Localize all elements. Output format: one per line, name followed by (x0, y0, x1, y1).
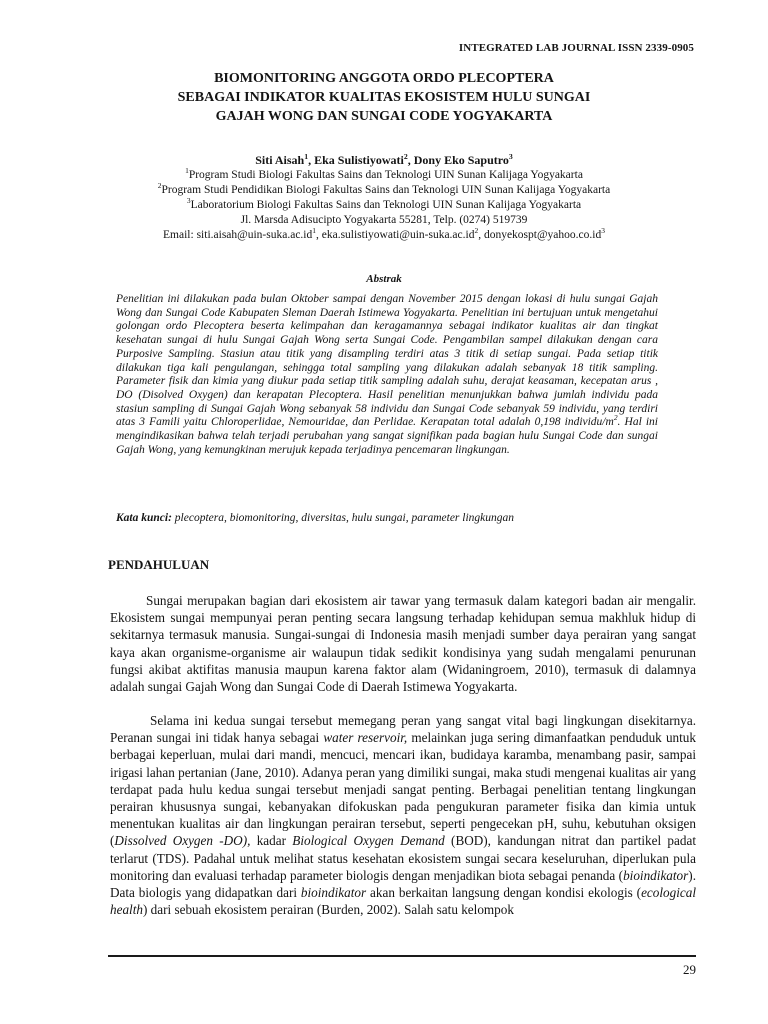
email-sup: 1 (312, 226, 316, 236)
author-list: Siti Aisah$^1$, Eka Sulistiyowati$^2$, Dony Eko Saputro$^3$ (255, 152, 513, 167)
para-run: akan berkaitan langsung dengan kondisi ekologis ( (366, 885, 642, 901)
paragraph-2 (110, 712, 696, 918)
affiliation-text: Laboratorium Biologi Fakultas Sains dan Teknologi UIN Sunan Kalijaga Yogyakarta (190, 199, 582, 211)
keywords (116, 512, 658, 524)
email-label: Email: (163, 229, 197, 241)
journal-header: INTEGRATED LAB JOURNAL ISSN 2339-0905 (458, 42, 694, 54)
title-line-1: BIOMONITORING ANGGOTA ORDO PLECOPTERA (214, 71, 554, 86)
affiliation-text: Program Studi Biologi Fakultas Sains dan Teknologi UIN Sunan Kalijaga Yogyakarta (188, 169, 583, 181)
author-name: Eka Sulistiyowati (314, 153, 404, 167)
paragraph-1: Sungai merupakan bagian dari ekosistem air tawar yang termasuk dalam kategori badan air mengalir. Ekosistem sungai mempunyai peran penting secara langsung terhadap kehidupan semua makhluk hidup di sekitarnya termasuk manusia. Sungai-sungai di Indonesia masih menjadi sumber daya perairan yang sangat kaya akan organisme-organisme air walaupun tidak sedikit kondisinya yang sudah mengalami penurunan fungsi akibat aktifitas manusia maupun karena faktor alam (Widaningroem, 2010), termasuk di dalamnya adalah sungai Gajah Wong dan Sungai Code di Daerah Istimewa Yogyakarta. (110, 593, 696, 695)
author-sup: 3 (508, 152, 513, 161)
para-run: Selama ini kedua sungai tersebut memegang peran yang sangat vital bagi lingkungan disekitarnya. Peranan sungai ini tidak hanya sebagai (110, 713, 696, 746)
page-number: 29 (683, 962, 696, 977)
para-run: ) dari sebuah ekosistem perairan (Burden, 2002). Salah satu kelompok (142, 902, 514, 918)
abstract-body (116, 293, 658, 457)
para-run: kadar (250, 833, 293, 849)
para-italic: Dissolved Oxygen -DO), (114, 833, 251, 849)
email-sup: 2 (474, 226, 479, 236)
address: Jl. Marsda Adisucipto Yogyakarta 55281, Telp. (0274) 519739 (240, 214, 528, 226)
affiliation-sup: 2 (157, 181, 162, 191)
email-2[interactable]: eka.sulistiyowati@uin-suka.ac.id (321, 229, 475, 241)
abstract-text: Penelitian ini dilakukan pada bulan Oktober sampai dengan November 2015 dengan lokasi di hulu sungai Gajah Wong dan Sungai Code Kabupaten Sleman Daerah Istimewa Yogyakarta. Penelitian ini bertujuan untuk mengetahui golongan ordo Plecoptera beserta kelimpahan dan keragamannya sebagai indikator kualitas air dan tingkat kesehatan sungai di hulu Sungai Gajah Wong serta Sungai Code. Pengambilan sampel dilakukan dengan cara Purposive Sampling. Stasiun atau titik yang disampling terdiri atas 3 titik di setiap sungai. Pada setiap titik dilakukan tiga kali pengulangan, sehingga total sampling yang dilakukan adalah sebanyak 18 titik sampling. Parameter fisik dan kimia yang diukur pada setiap titik sampling adalah suhu, derajat keasaman, kecepatan arus , DO (Disolved Oxygen) dan kerapatan Plecoptera. Hasil penelitian menunjukkan bahwa jumlah individu pada stasiun sampling di Sungai Gajah Wong sebanyak 58 individu dan Sungai Code sebanyak 59 individu, yang terdiri atas 3 Famili yaitu Chloroperlidae, Nemouridae, dan Perlidae. Kerapatan total adalah 0,198 individu/m (116, 293, 658, 429)
section-title: PENDAHULUAN (108, 557, 210, 572)
para-run: ). Data biologis yang didapatkan dari (110, 867, 696, 901)
title-line-2: SEBAGAI INDIKATOR KUALITAS EKOSISTEM HULU SUNGAI (177, 90, 591, 105)
affiliation-1 (100, 168, 668, 183)
keywords-text: plecoptera, biomonitoring, diversitas, hulu sungai, parameter lingkungan (171, 512, 515, 524)
affiliation-sup: 1 (185, 166, 189, 176)
email-3[interactable]: donyekospt@yahoo.co.id (483, 229, 602, 241)
affiliation-sup: 3 (186, 196, 191, 206)
keywords-label: Kata kunci: (116, 512, 172, 524)
abstract-heading: Abstrak (366, 273, 402, 285)
para-italic: water reservoir, (323, 730, 408, 746)
author-name: Siti Aisah (255, 153, 305, 167)
affiliation-2 (100, 183, 668, 198)
abstract-text-end: . Hal ini mengindikasikan bahwa telah terjadi perubahan yang sangat signifikan pada bagian hulu Sungai Code dan sungai Gajah Wong, yang kemungkinan merujuk kepada terjadinya pencemaran lingkungan. (116, 416, 658, 456)
email-sup: 3 (601, 226, 605, 236)
author-sup: 1 (304, 152, 309, 161)
abstract-sup: 2 (613, 413, 618, 423)
para-italic: ecological health (110, 885, 696, 918)
paper-title (110, 69, 658, 126)
author-name: Dony Eko Saputro (413, 153, 509, 167)
email-line: Email: $siti.aisah@uin-suka.ac.id^1$, $eka.sulistiyowati@uin-suka.ac.id^2$, $donyekospt@yahoo.co.id^3$ (163, 226, 605, 241)
affiliation-3 (100, 198, 668, 213)
para-run: (BOD), kandungan nitrat dan partikel padat terlarut (TDS). Padahal untuk melihat status kesehatan ekosistem sungai secara keseluruhan, diperlukan pula monitoring dan evaluasi terhadap parameter biologis dengan menjadikan biota sebagai penanda ( (110, 833, 696, 883)
title-line-3: GAJAH WONG DAN SUNGAI CODE YOGYAKARTA (215, 109, 553, 124)
para-run: melainkan juga sering dimanfaatkan penduduk untuk berbagai keperluan, mulai dari mandi, mencuci, mencari ikan, budidaya karamba, menambang pasir, sampai irigasi lahan pertanian (Jane, 2010). Adanya peran yang dimiliki sungai, maka studi mengenai kualitas air yang terdapat pada hulu kedua sungai tersebut menjadi sangat penting. Berbagai penelitian tentang lingkungan perairan khususnya sungai, kebanyakan difokuskan pada pengukuran parameter fisika dan kimia untuk menentukan kualitas air dan lingkungan perairan tersebut, seperti pengecekan pH, suhu, kebutuhan oksigen ( (110, 730, 696, 849)
affiliation-text: Program Studi Pendidikan Biologi Fakultas Sains dan Teknologi UIN Sunan Kalijaga Yogyakarta (161, 184, 611, 196)
para-italic: bioindikator (623, 867, 689, 883)
author-sup: 2 (403, 152, 408, 161)
footer-divider (108, 955, 696, 957)
email-1[interactable]: siti.aisah@uin-suka.ac.id (196, 229, 313, 241)
para-italic: bioindikator (300, 885, 367, 901)
para-italic: Biological Oxygen Demand (292, 833, 445, 849)
